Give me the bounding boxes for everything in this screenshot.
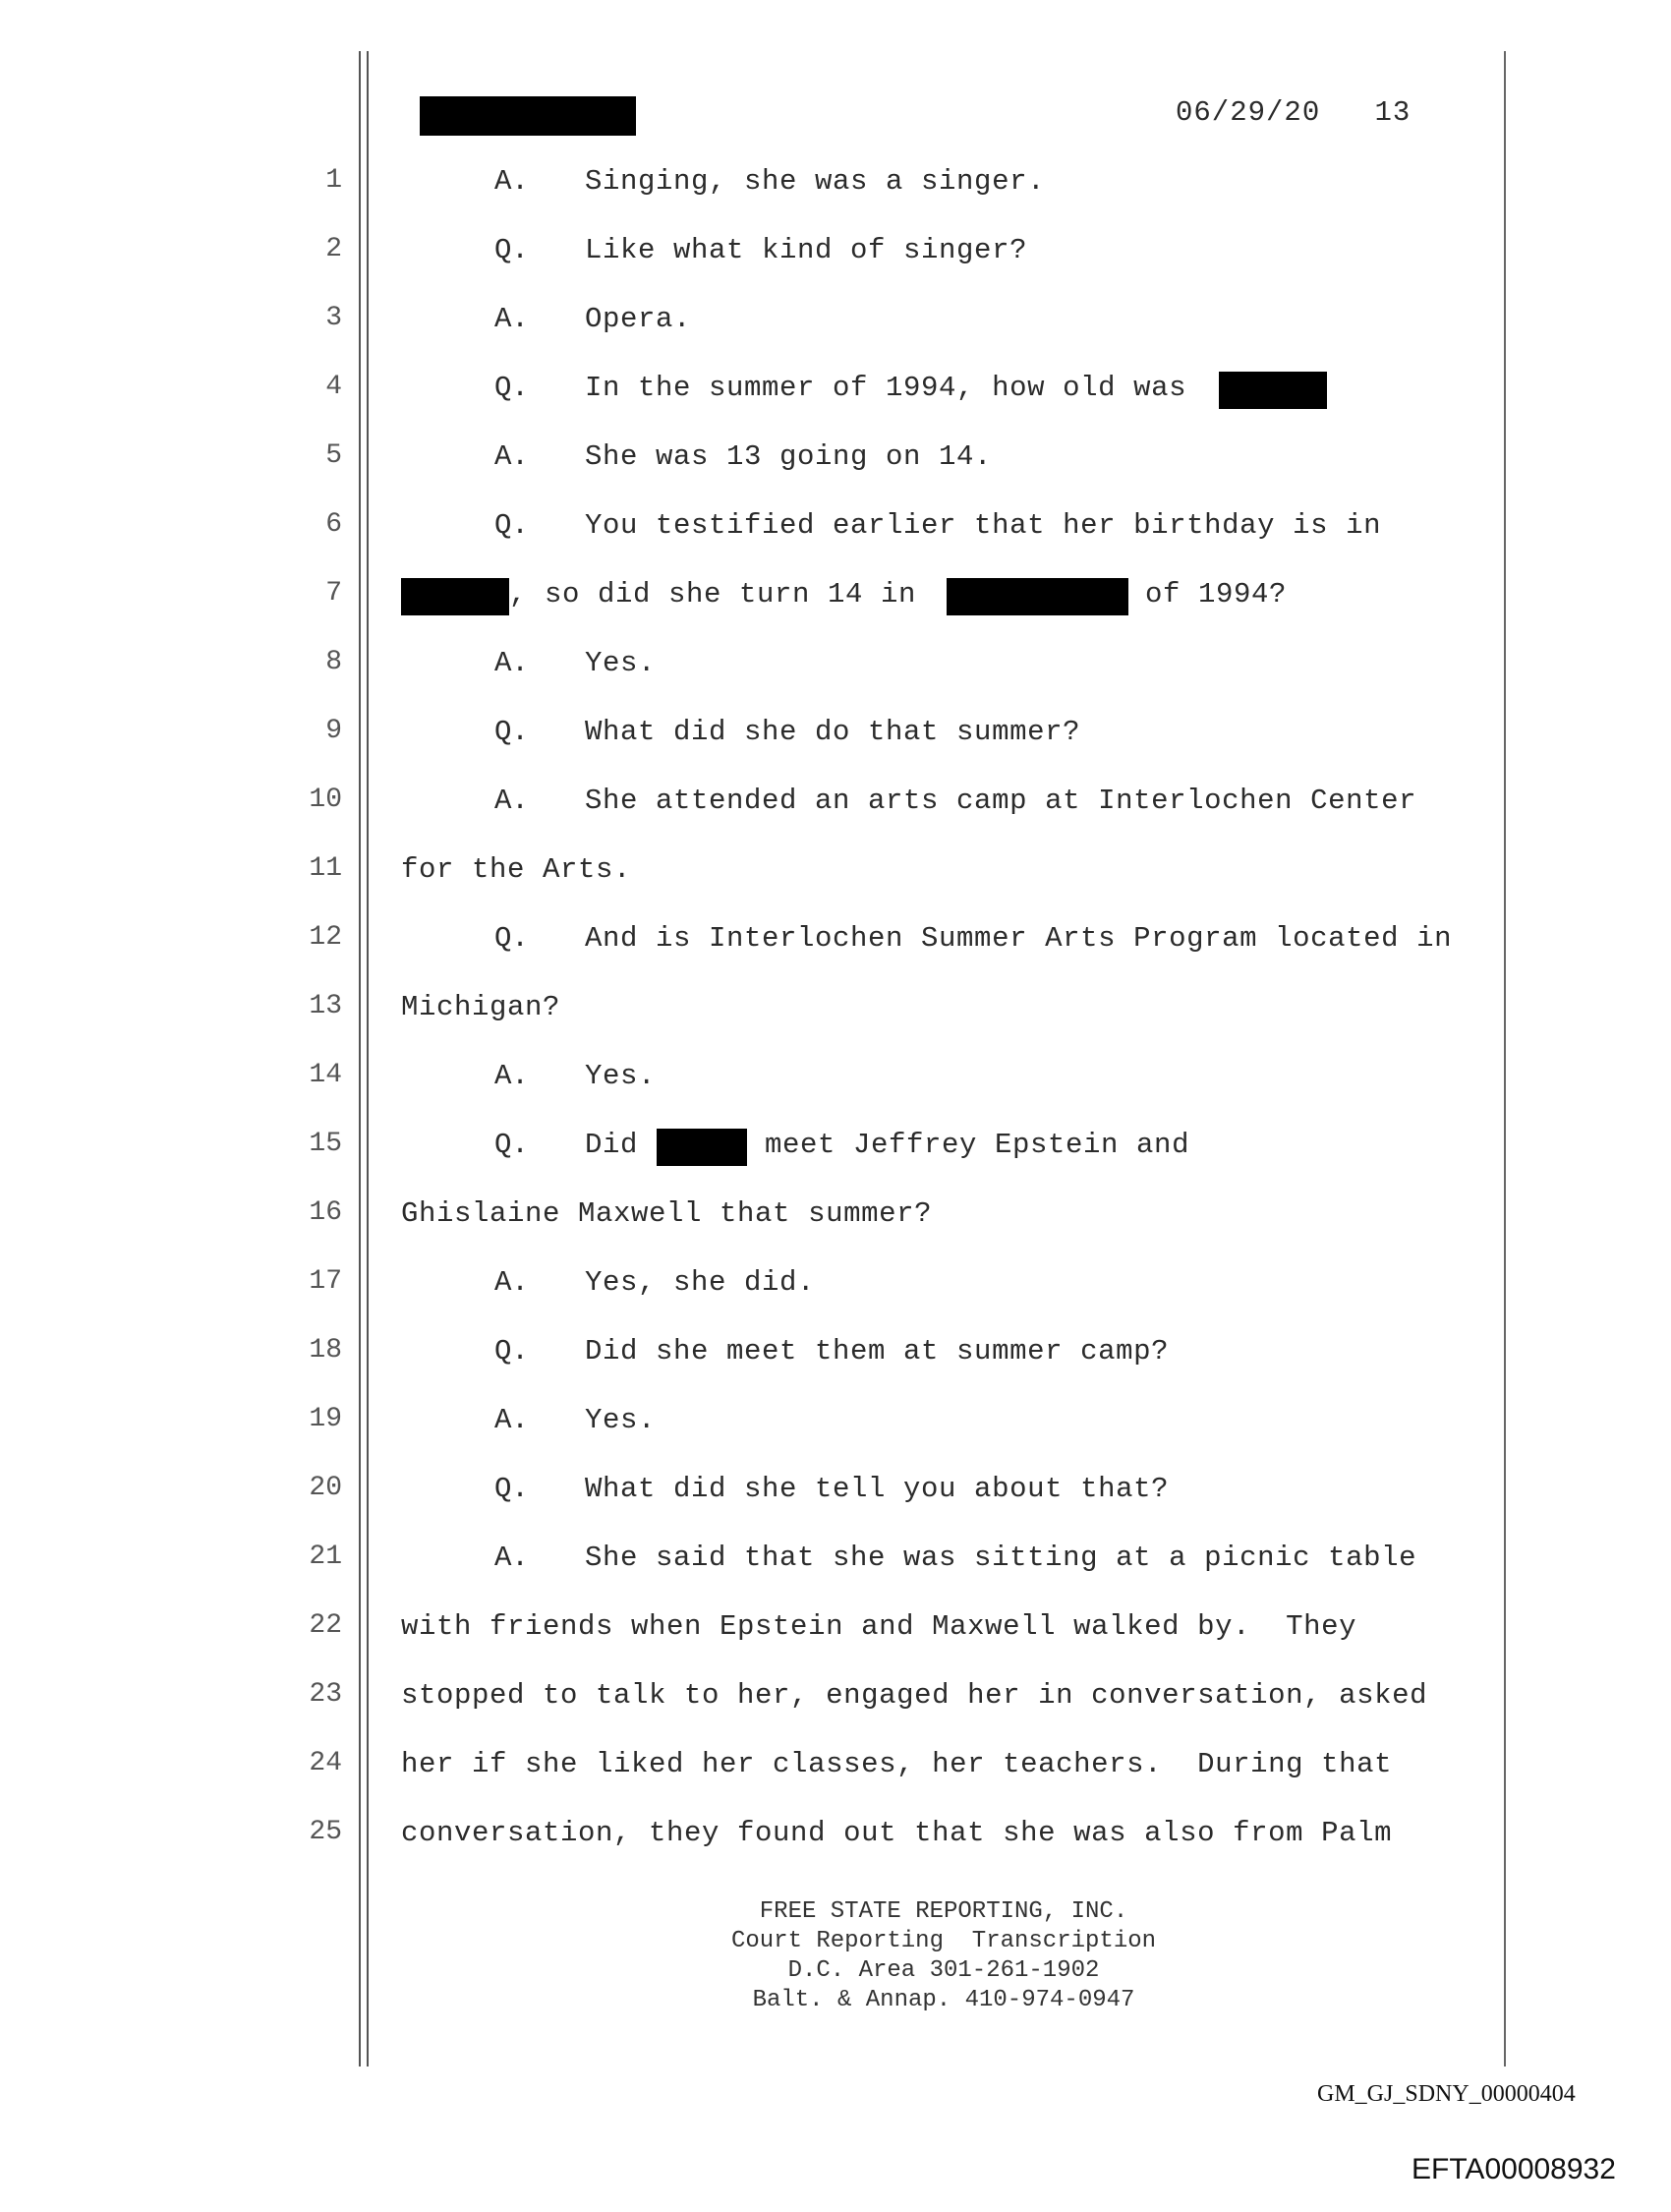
line-number: 7 xyxy=(325,578,342,609)
speaker-label: Q. xyxy=(494,1335,529,1368)
header-page-number: 13 xyxy=(1374,96,1412,129)
speaker-label: Q. xyxy=(494,716,529,748)
speaker-label: A. xyxy=(494,440,529,473)
speaker-label: A. xyxy=(494,1542,529,1574)
speaker-label: Q. xyxy=(494,372,529,404)
transcript-line: Like what kind of singer? xyxy=(585,234,1028,266)
speaker-label: Q. xyxy=(494,922,529,955)
transcript-line: stopped to talk to her, engaged her in conversation, asked xyxy=(401,1679,1428,1712)
speaker-label: Q. xyxy=(494,234,529,266)
redaction-box xyxy=(1219,372,1327,409)
speaker-label: Q. xyxy=(494,1129,529,1161)
bates-number: GM_GJ_SDNY_00000404 xyxy=(1317,2081,1576,2107)
line-number: 1 xyxy=(325,165,342,196)
transcript-line: Ghislaine Maxwell that summer? xyxy=(401,1197,933,1230)
transcript-line: Yes. xyxy=(585,647,657,679)
transcript-line: She was 13 going on 14. xyxy=(585,440,993,473)
header-date: 06/29/20 xyxy=(1176,96,1321,129)
speaker-label: Q. xyxy=(494,1473,529,1505)
transcript-line-part: of 1994? xyxy=(1145,578,1288,611)
transcript-line: What did she tell you about that? xyxy=(585,1473,1170,1505)
transcript-line: for the Arts. xyxy=(401,853,632,886)
line-number: 23 xyxy=(309,1679,342,1710)
left-margin-rule xyxy=(367,51,369,2066)
speaker-label: A. xyxy=(494,785,529,817)
line-number: 25 xyxy=(309,1817,342,1847)
left-margin-rule xyxy=(359,51,361,2066)
line-number: 12 xyxy=(309,922,342,953)
transcript-line: Yes, she did. xyxy=(585,1266,816,1299)
footer-balt-phone: Balt. & Annap. 410-974-0947 xyxy=(752,1987,1135,2013)
speaker-label: A. xyxy=(494,303,529,335)
line-number: 20 xyxy=(309,1473,342,1503)
page-header xyxy=(1176,96,1411,129)
transcript-line: She said that she was sitting at a picnic table xyxy=(585,1542,1417,1574)
speaker-label: A. xyxy=(494,647,529,679)
footer-dc-phone: D.C. Area 301-261-1902 xyxy=(787,1957,1100,1984)
line-number: 15 xyxy=(309,1129,342,1159)
line-number: 10 xyxy=(309,785,342,815)
right-margin-rule xyxy=(1504,51,1506,2066)
transcript-line: Did she meet them at summer camp? xyxy=(585,1335,1170,1368)
line-number: 18 xyxy=(309,1335,342,1366)
speaker-label: Q. xyxy=(494,509,529,542)
redaction-box xyxy=(947,578,1128,615)
transcript-line: Michigan? xyxy=(401,991,561,1023)
line-number: 19 xyxy=(309,1404,342,1434)
reporter-footer xyxy=(688,1897,1199,2015)
line-number: 6 xyxy=(325,509,342,540)
line-number: 22 xyxy=(309,1610,342,1641)
footer-company: FREE STATE REPORTING, INC. xyxy=(759,1898,1128,1925)
redaction-box xyxy=(420,96,636,136)
line-number: 13 xyxy=(309,991,342,1021)
transcript-line: with friends when Epstein and Maxwell walked by. They xyxy=(401,1610,1357,1643)
transcript-line: her if she liked her classes, her teachers. During that xyxy=(401,1748,1393,1780)
line-number: 17 xyxy=(309,1266,342,1297)
footer-services: Court Reporting Transcription xyxy=(730,1928,1157,1954)
speaker-label: A. xyxy=(494,1060,529,1092)
transcript-line-part: meet Jeffrey Epstein and xyxy=(765,1129,1190,1161)
transcript-line: Singing, she was a singer. xyxy=(585,165,1046,198)
line-number: 2 xyxy=(325,234,342,264)
line-number: 9 xyxy=(325,716,342,746)
line-number: 5 xyxy=(325,440,342,471)
redaction-box xyxy=(401,578,509,615)
redaction-box xyxy=(657,1129,747,1166)
speaker-label: A. xyxy=(494,1266,529,1299)
line-number: 4 xyxy=(325,372,342,402)
transcript-line: You testified earlier that her birthday is in xyxy=(585,509,1382,542)
transcript-line-part: Did xyxy=(585,1129,639,1161)
line-number: 11 xyxy=(309,853,342,884)
line-number: 24 xyxy=(309,1748,342,1778)
transcript-line: Yes. xyxy=(585,1060,657,1092)
efta-number: EFTA00008932 xyxy=(1412,2153,1616,2185)
line-number: 14 xyxy=(309,1060,342,1090)
line-number: 21 xyxy=(309,1542,342,1572)
transcript-line: And is Interlochen Summer Arts Program located in xyxy=(585,922,1453,955)
line-number: 8 xyxy=(325,647,342,677)
speaker-label: A. xyxy=(494,1404,529,1436)
line-number: 16 xyxy=(309,1197,342,1228)
transcript-line: Yes. xyxy=(585,1404,657,1436)
transcript-line: In the summer of 1994, how old was xyxy=(585,372,1187,404)
speaker-label: A. xyxy=(494,165,529,198)
line-number: 3 xyxy=(325,303,342,333)
transcript-line: She attended an arts camp at Interlochen Center xyxy=(585,785,1417,817)
transcript-line: conversation, they found out that she was also from Palm xyxy=(401,1817,1393,1849)
transcript-line: Opera. xyxy=(585,303,692,335)
transcript-line-part: , so did she turn 14 in xyxy=(509,578,917,611)
transcript-line: What did she do that summer? xyxy=(585,716,1081,748)
